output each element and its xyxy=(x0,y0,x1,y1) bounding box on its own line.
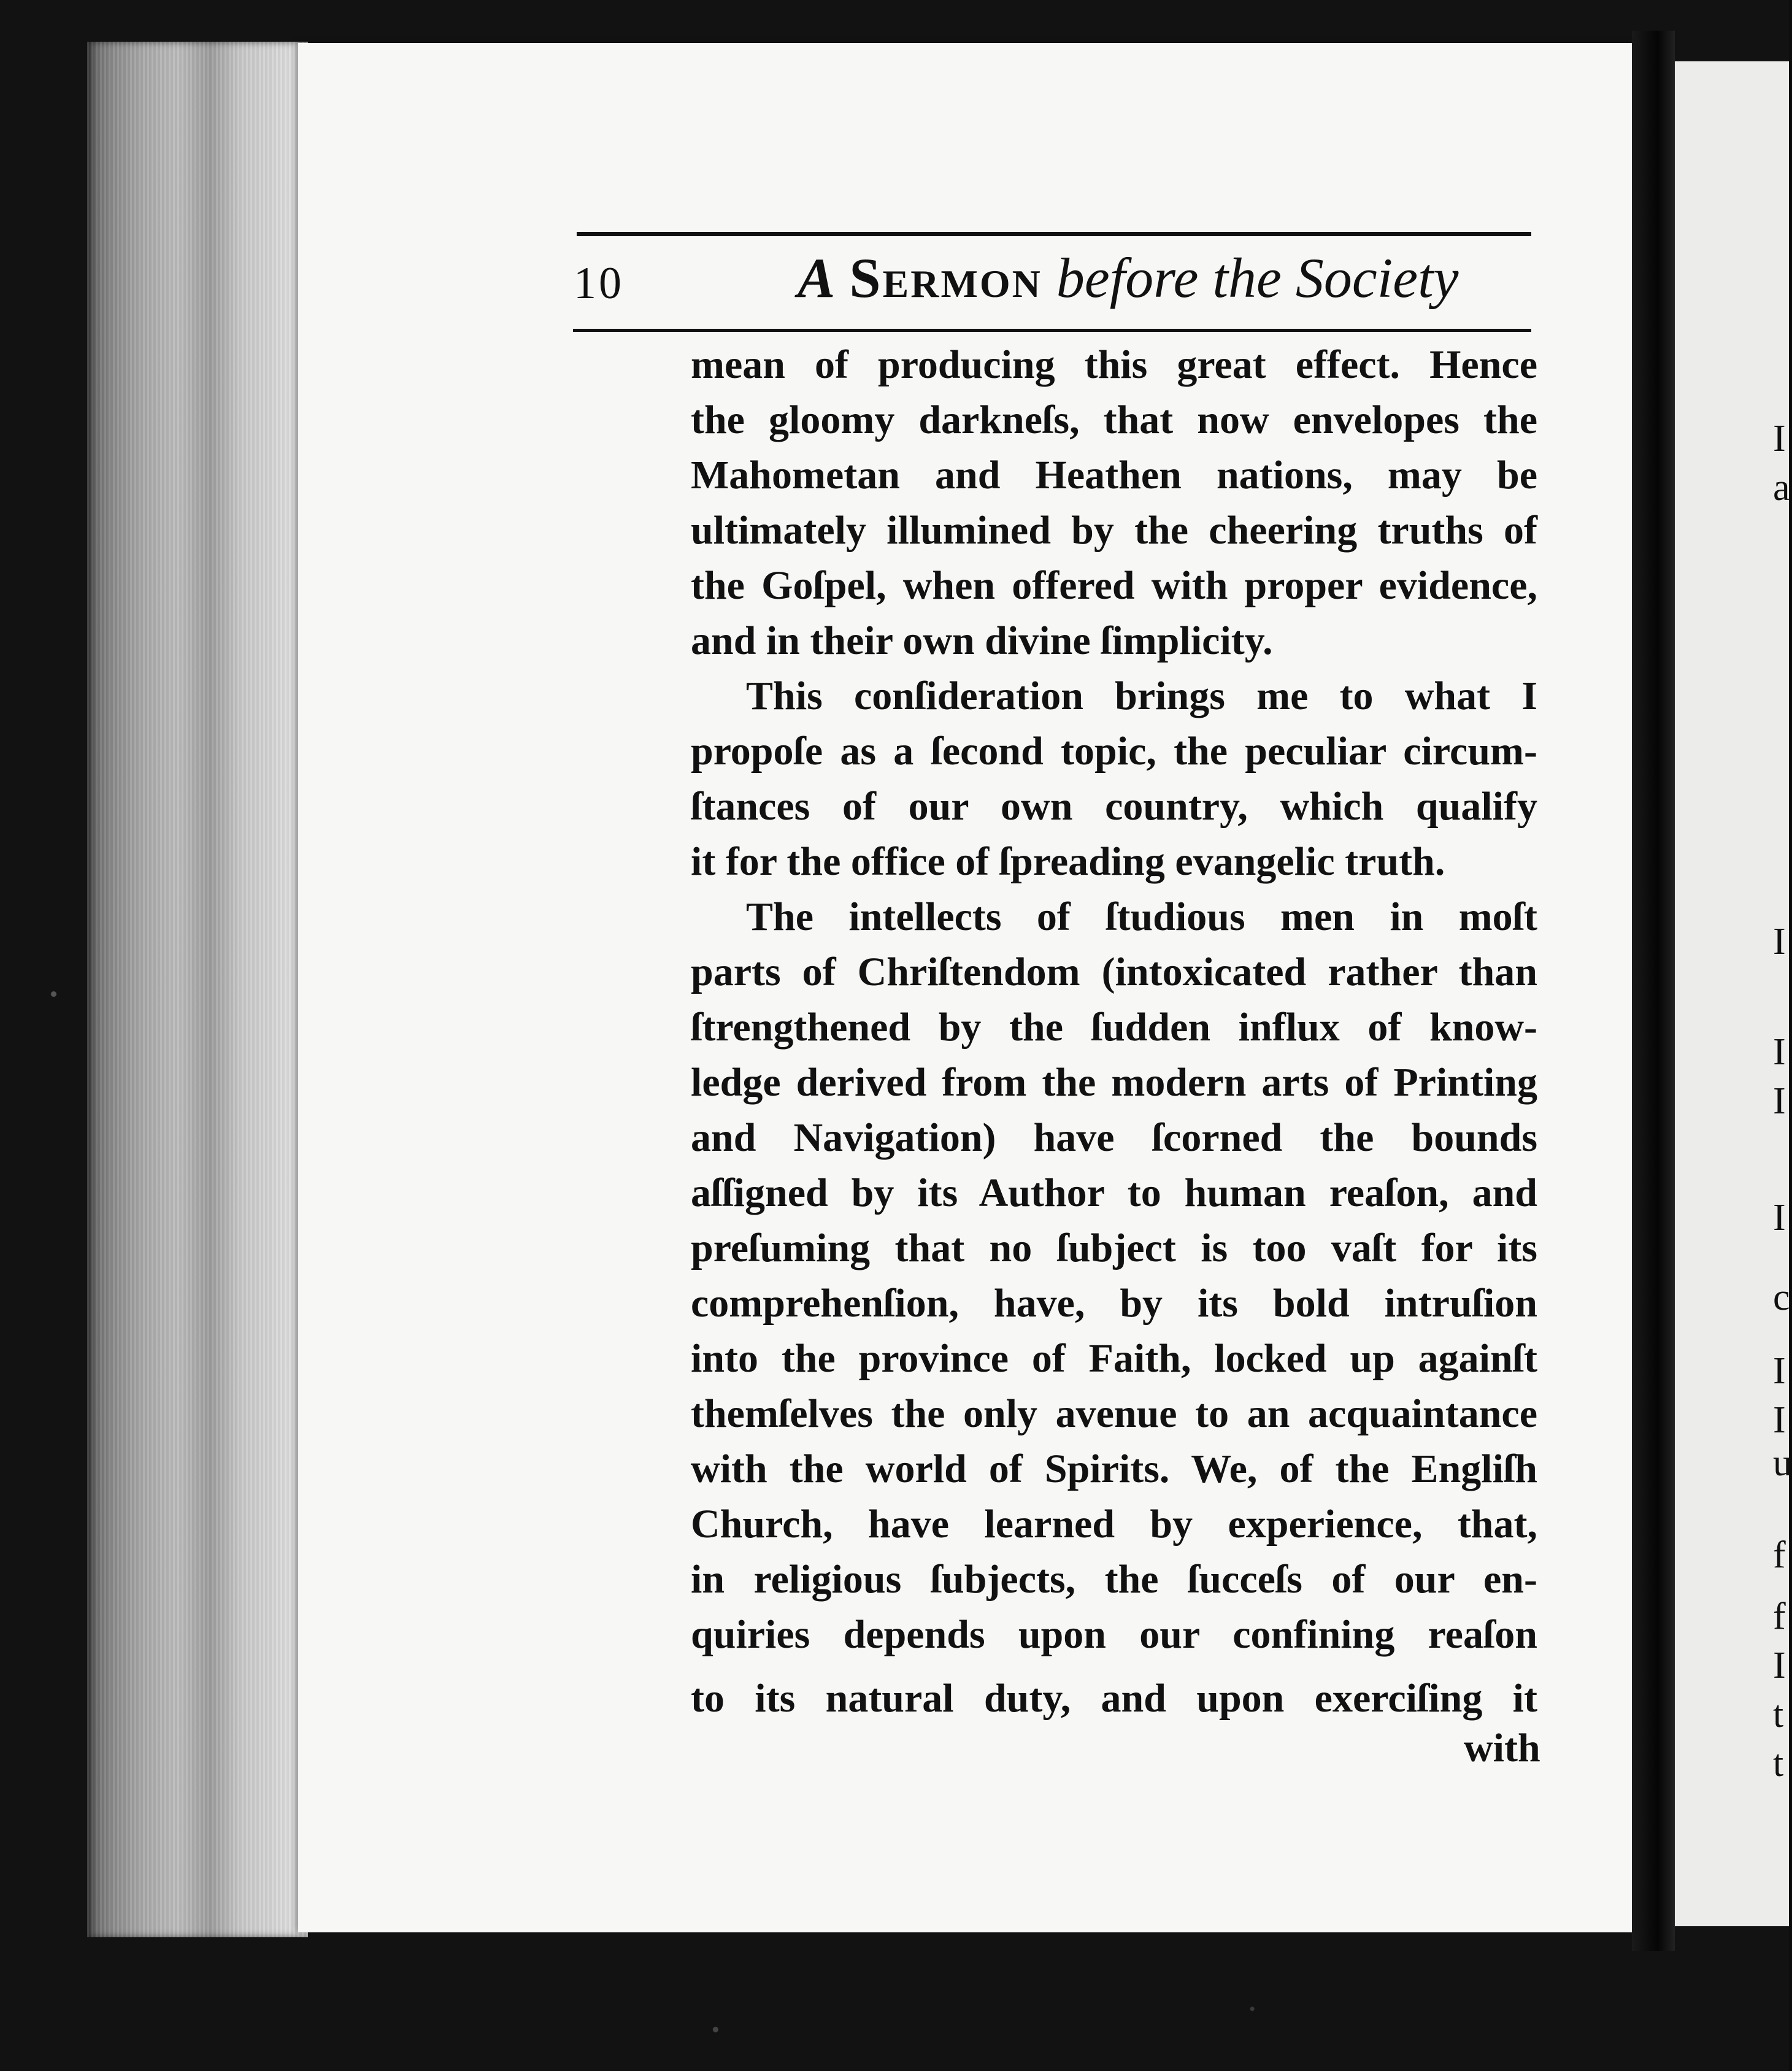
facing-page-fragment: c xyxy=(1773,1277,1790,1318)
book-gutter-shadow xyxy=(1632,31,1675,1951)
body-text xyxy=(691,337,1537,1726)
text-line: ſtrengthened by the ſudden influx of know- xyxy=(691,1005,1537,1050)
facing-page-fragment: t xyxy=(1773,1743,1784,1785)
facing-page-fragment: I xyxy=(1773,921,1786,962)
facing-page-fragment: I xyxy=(1773,1197,1786,1239)
catchword: with xyxy=(1464,1726,1540,1770)
text-line: mean of producing this great effect. Hence xyxy=(691,342,1537,387)
text-line: the gloomy darkneſs, that now envelopes the xyxy=(691,398,1537,442)
facing-page-fragment: t xyxy=(1773,1694,1784,1735)
text-line: to its natural duty, and upon exerciſing it xyxy=(691,1676,1537,1721)
text-line: This conſideration brings me to what I xyxy=(746,674,1537,718)
text-line: The intellects of ſtudious men in moſt xyxy=(746,894,1537,939)
text-line: Mahometan and Heathen nations, may be xyxy=(691,453,1537,498)
facing-page-sliver xyxy=(1675,61,1792,1926)
text-line: comprehenſion, have, by its bold intruſion xyxy=(691,1281,1537,1326)
facing-page-fragment: a xyxy=(1773,467,1790,509)
facing-page-fragment: f xyxy=(1773,1534,1786,1576)
text-line: ultimately illumined by the cheering truths of xyxy=(691,508,1537,553)
text-line: themſelves the only avenue to an acquaintance xyxy=(691,1391,1537,1436)
page-number: 10 xyxy=(574,258,624,309)
text-line: propoſe as a ſecond topic, the peculiar circum- xyxy=(691,729,1537,774)
facing-page-fragment: I xyxy=(1773,418,1786,459)
text-line: parts of Chriſtendom (intoxicated rather than xyxy=(691,950,1537,994)
text-line: the Goſpel, when offered with proper evidence, xyxy=(691,563,1537,608)
facing-page-fragment: I xyxy=(1773,1350,1786,1392)
header-rule-bottom xyxy=(573,329,1531,332)
running-head xyxy=(798,245,1459,310)
facing-page-fragment: I xyxy=(1773,1080,1786,1122)
facing-page-fragment: u xyxy=(1773,1442,1792,1484)
running-head-article: A xyxy=(798,247,836,309)
text-line: in religious ſubjects, the ſucceſs of our en- xyxy=(691,1557,1537,1602)
text-line: quiries depends upon our confining reaſon xyxy=(691,1612,1537,1657)
facing-page-fragment: I xyxy=(1773,1399,1786,1441)
text-line: and Navigation) have ſcorned the bounds xyxy=(691,1115,1537,1160)
text-line: ledge derived from the modern arts of Printing xyxy=(691,1060,1537,1105)
facing-page-fragment: I xyxy=(1773,1645,1786,1686)
text-line: preſuming that no ſubject is too vaſt for its xyxy=(691,1226,1537,1270)
running-head-sermon: Sermon xyxy=(849,247,1042,309)
facing-page-fragment: I xyxy=(1773,1031,1786,1073)
facing-page-fragment: f xyxy=(1773,1596,1786,1637)
text-line: and in their own divine ſimplicity. xyxy=(691,618,1273,663)
text-line: into the province of Faith, locked up againſt xyxy=(691,1336,1537,1381)
text-line: Church, have learned by experience, that, xyxy=(691,1502,1537,1547)
text-line: it for the office of ſpreading evangelic truth. xyxy=(691,839,1445,884)
text-line: with the world of Spirits. We, of the Engliſh xyxy=(691,1447,1537,1491)
text-line: aſſigned by its Author to human reaſon, and xyxy=(691,1170,1537,1215)
running-head-rest: before the Society xyxy=(1056,247,1459,309)
header-rule-top xyxy=(577,232,1531,236)
text-line: ſtances of our own country, which qualify xyxy=(691,784,1537,829)
book-page-edges xyxy=(87,42,308,1937)
